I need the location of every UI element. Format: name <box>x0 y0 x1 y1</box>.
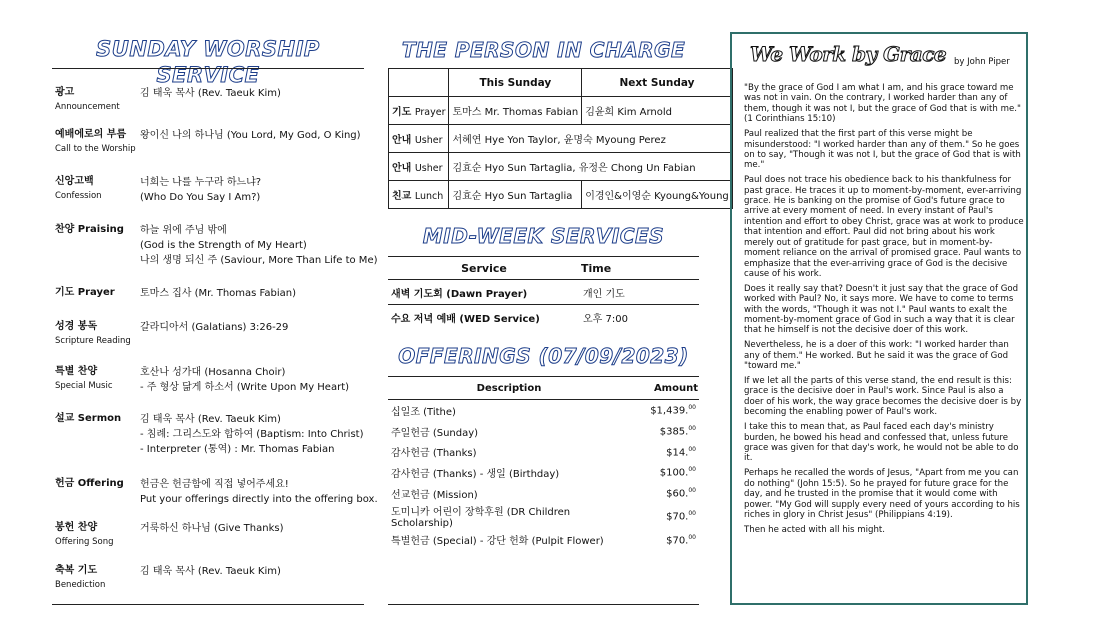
article-paragraph: Paul does not trace his obedience back to his thankfulness for past grace. He traces it up to moment-by-moment, ever-arriving grace. He is banking on the promise of God's future grace to arrive at every moment of need. In every instant of Paul's intention and effort to obey Christ, grace was at work to produce that intention and effort. Paul did not bring about his work merely out of gratitude for past grace, but in moment-by-moment reliance on the arrival of promised grace. Paul wants to emphasize that the ever-arriving grace of God is the decisive cause of his work. <box>744 175 1024 279</box>
table-header: Next Sunday <box>582 69 733 97</box>
detail-line: 헌금은 헌금함에 직접 넣어주세요! <box>140 479 289 490</box>
service-cell: 수요 저녁 예배 (WED Service) <box>391 313 540 325</box>
worship-item-label <box>55 223 140 237</box>
detail-line: 김 태욱 목사 (Rev. Taeuk Kim) <box>140 414 281 425</box>
table-row <box>388 421 699 442</box>
table-header: Service <box>388 257 580 280</box>
detail-line: - Interpreter (통역) : Mr. Thomas Fabian <box>140 444 335 455</box>
midweek-title: MID-WEEK SERVICES <box>422 224 665 248</box>
label-english: Special Music <box>55 381 113 391</box>
article-paragraph: "By the grace of God I am what I am, and his grace toward me was not in vain. On the contrary, I worked harder than any of them, though it was not I, but the grace of God that is with me." (1 Corinthians 15:10) <box>744 83 1021 125</box>
divider <box>52 604 364 605</box>
amount-cell <box>630 441 699 462</box>
person-in-charge-table <box>388 68 733 209</box>
amount-cents: 00 <box>688 510 696 518</box>
label-english: Confession <box>55 191 102 201</box>
offerings-table <box>388 376 699 550</box>
article-paragraph: If we let all the parts of this verse stand, the end result is this: grace is the decisive doer in Paul's work. Since Paul is also a doer of his work, the way grace becomes the decisive doer is by becoming the enabling power of Paul's work. <box>744 376 1022 418</box>
this-sunday-cell: 김효순 Hyo Sun Tartaglia, 유정은 Chong Un Fabian <box>449 153 732 181</box>
amount-value: $14. <box>666 446 689 458</box>
detail-line: 김 태욱 목사 (Rev. Taeuk Kim) <box>140 88 281 99</box>
role-korean: 친교 <box>392 191 412 202</box>
role-english: Usher <box>414 163 443 174</box>
table-row <box>389 97 733 125</box>
amount-value: $100. <box>659 467 689 479</box>
label-korean: 봉헌 찬양 <box>55 522 98 533</box>
amount-value: $385. <box>659 426 689 438</box>
worship-item-detail <box>140 320 364 335</box>
detail-line: - 주 형상 닮게 하소서 (Write Upon My Heart) <box>140 382 350 393</box>
worship-item-detail <box>140 564 364 579</box>
detail-line: 토마스 집사 (Mr. Thomas Fabian) <box>140 288 297 299</box>
article-paragraph: Nevertheless, he is a doer of this work: "I worked harder than any of them." He worked. But he said it was the grace of God "toward me." <box>744 340 1009 372</box>
amount-cents: 00 <box>688 404 696 412</box>
table-row <box>388 441 699 462</box>
worship-item-label <box>55 521 140 549</box>
detail-line: 호산나 성가대 (Hosanna Choir) <box>140 367 286 378</box>
worship-item-label <box>55 286 140 300</box>
time-cell: 개인 기도 <box>580 280 699 305</box>
worship-item-label <box>55 564 140 592</box>
table-row <box>389 181 733 209</box>
divider <box>52 68 364 69</box>
amount-cell <box>630 462 699 483</box>
this-sunday-cell: 토마스 Mr. Thomas Fabian <box>449 97 582 125</box>
amount-cents: 00 <box>688 533 696 541</box>
table-row <box>388 462 699 483</box>
next-sunday-cell: 이경인&이영순 Kyoung&Young <box>582 181 733 209</box>
worship-item-detail <box>140 175 364 205</box>
article-paragraph: Then he acted with all his might. <box>744 524 886 535</box>
role-english: Usher <box>414 135 443 146</box>
description-cell: 십일조 (Tithe) <box>391 406 456 418</box>
person-in-charge-title: THE PERSON IN CHARGE <box>401 38 686 62</box>
amount-value: $1,439. <box>650 405 689 417</box>
amount-cents: 00 <box>688 424 696 432</box>
description-cell: 감사헌금 (Thanks) <box>391 448 477 460</box>
role-cell <box>389 97 449 125</box>
next-sunday-cell: 김윤희 Kim Arnold <box>582 97 733 125</box>
table-row <box>388 280 699 305</box>
amount-cell <box>630 483 699 504</box>
worship-item-detail <box>140 286 364 301</box>
description-cell: 도미니카 어린이 장학후원 (DR Children Scholarship) <box>391 507 571 530</box>
label-korean: 특별 찬양 <box>55 366 98 377</box>
service-cell: 새벽 기도회 (Dawn Prayer) <box>388 280 580 305</box>
amount-cell <box>630 421 699 442</box>
table-row <box>388 503 699 529</box>
table-header: This Sunday <box>449 69 582 97</box>
label-korean: 광고 <box>55 87 75 98</box>
detail-line: Put your offerings directly into the offering box. <box>140 494 378 505</box>
amount-cell <box>630 529 699 550</box>
worship-item-label <box>55 175 140 203</box>
table-header: Amount <box>630 377 699 400</box>
label-korean: 찬양 Praising <box>55 224 124 235</box>
detail-line: 너희는 나를 누구라 하느냐? <box>140 177 262 188</box>
article-title: We Work by Grace <box>750 42 947 66</box>
amount-cell <box>630 503 699 529</box>
article-paragraph: Perhaps he recalled the words of Jesus, "Apart from me you can do nothing" (John 15:5). So he prayed for future grace for the day, and he trusted in the promise that it would come with power. "My God will supply every need of yours according to his riches in glory in Christ Jesus" (Philippians 4:19). <box>744 468 1020 520</box>
worship-item-label <box>55 320 140 348</box>
amount-value: $60. <box>666 488 689 500</box>
worship-item-detail <box>140 223 378 268</box>
label-english: Benediction <box>55 580 106 590</box>
detail-line: (God is the Strength of My Heart) <box>140 240 307 251</box>
this-sunday-cell: 김효순 Hyo Sun Tartaglia <box>449 181 582 209</box>
article-paragraph: Does it really say that? Doesn't it just say that the grace of God worked with Paul? No, it says more. We have to come to terms with the words, "Though it was not I." Paul wants to exalt the moment-by-moment grace of God in such a way that it is clear that he himself is not the decisive doer of this work. <box>744 283 1019 336</box>
table-row <box>388 305 699 330</box>
table-header: Description <box>388 377 630 400</box>
role-korean: 안내 <box>392 163 412 174</box>
worship-item-detail <box>140 412 364 457</box>
label-english: Scripture Reading <box>55 336 131 346</box>
amount-cents: 00 <box>688 466 696 474</box>
description-cell: 주일헌금 (Sunday) <box>391 427 479 439</box>
detail-line: 나의 생명 되신 주 (Saviour, More Than Life to Me) <box>140 255 378 266</box>
label-korean: 신앙고백 <box>55 176 94 187</box>
description-cell: 감사헌금 (Thanks) - 생일 (Birthday) <box>391 468 560 480</box>
table-row <box>389 125 733 153</box>
amount-value: $70. <box>666 534 689 546</box>
worship-item-label <box>55 128 140 156</box>
devotional-article <box>730 32 1028 605</box>
role-korean: 기도 <box>392 107 412 118</box>
worship-item-detail <box>140 477 378 507</box>
amount-cell <box>630 400 699 421</box>
divider <box>388 604 699 605</box>
detail-line: (Who Do You Say I Am?) <box>140 192 261 203</box>
article-author: by John Piper <box>954 57 1010 67</box>
table-row <box>389 153 733 181</box>
table-row <box>388 483 699 504</box>
role-cell <box>389 153 449 181</box>
label-korean: 헌금 Offering <box>55 478 124 489</box>
detail-line: - 침례: 그리스도와 합하여 (Baptism: Into Christ) <box>140 429 364 440</box>
label-english: Offering Song <box>55 537 114 547</box>
article-paragraph: I take this to mean that, as Paul faced each day's ministry burden, he bowed his head and confessed that, unless future grace was given for that day's work, he would not be able to do it. <box>744 422 1019 464</box>
worship-item-detail <box>140 365 364 395</box>
worship-item-label <box>55 412 140 426</box>
label-korean: 성경 봉독 <box>55 321 98 332</box>
role-english: Prayer <box>414 107 446 118</box>
amount-value: $70. <box>666 511 689 523</box>
role-cell <box>389 125 449 153</box>
worship-item-label <box>55 477 140 491</box>
role-english: Lunch <box>414 191 444 202</box>
description-cell: 선교헌금 (Mission) <box>391 489 478 501</box>
label-korean: 예배에로의 부름 <box>55 129 127 140</box>
role-korean: 안내 <box>392 135 412 146</box>
this-sunday-cell: 서혜연 Hye Yon Taylor, 윤명숙 Myoung Perez <box>449 125 732 153</box>
worship-item-detail <box>140 86 364 101</box>
role-cell <box>389 181 449 209</box>
label-korean: 축복 기도 <box>55 565 98 576</box>
detail-line: 하늘 위에 주님 밖에 <box>140 225 227 236</box>
worship-item-label <box>55 86 140 114</box>
worship-title: SUNDAY WORSHIP SERVICE <box>96 37 320 87</box>
detail-line: 갈라디아서 (Galatians) 3:26-29 <box>140 322 289 333</box>
label-korean: 설교 Sermon <box>55 413 122 424</box>
worship-item-detail <box>140 521 364 536</box>
worship-item-label <box>55 365 140 393</box>
time-cell: 오후 7:00 <box>583 313 628 325</box>
detail-line: 거룩하신 하나님 (Give Thanks) <box>140 523 284 534</box>
offerings-title: OFFERINGS (07/09/2023) <box>398 344 689 368</box>
table-row <box>388 400 699 421</box>
table-row <box>388 529 699 550</box>
detail-line: 김 태욱 목사 (Rev. Taeuk Kim) <box>140 566 281 577</box>
midweek-table <box>388 256 699 329</box>
table-header <box>389 69 449 97</box>
article-body <box>744 83 1024 540</box>
label-english: Announcement <box>55 102 120 112</box>
amount-cents: 00 <box>688 486 696 494</box>
label-korean: 기도 Prayer <box>55 287 115 298</box>
detail-line: 왕이신 나의 하나님 (You Lord, My God, O King) <box>140 130 361 141</box>
label-english: Call to the Worship <box>55 144 136 154</box>
table-header: Time <box>580 257 699 280</box>
worship-item-detail <box>140 128 364 143</box>
description-cell: 특별헌금 (Special) - 강단 헌화 (Pulpit Flower) <box>391 536 604 548</box>
amount-cents: 00 <box>688 445 696 453</box>
article-paragraph: Paul realized that the first part of this verse might be misunderstood: "I worked harder than any of them." So he goes on to say, "Though it was not I, but the grace of God that is with me." <box>744 129 1021 171</box>
